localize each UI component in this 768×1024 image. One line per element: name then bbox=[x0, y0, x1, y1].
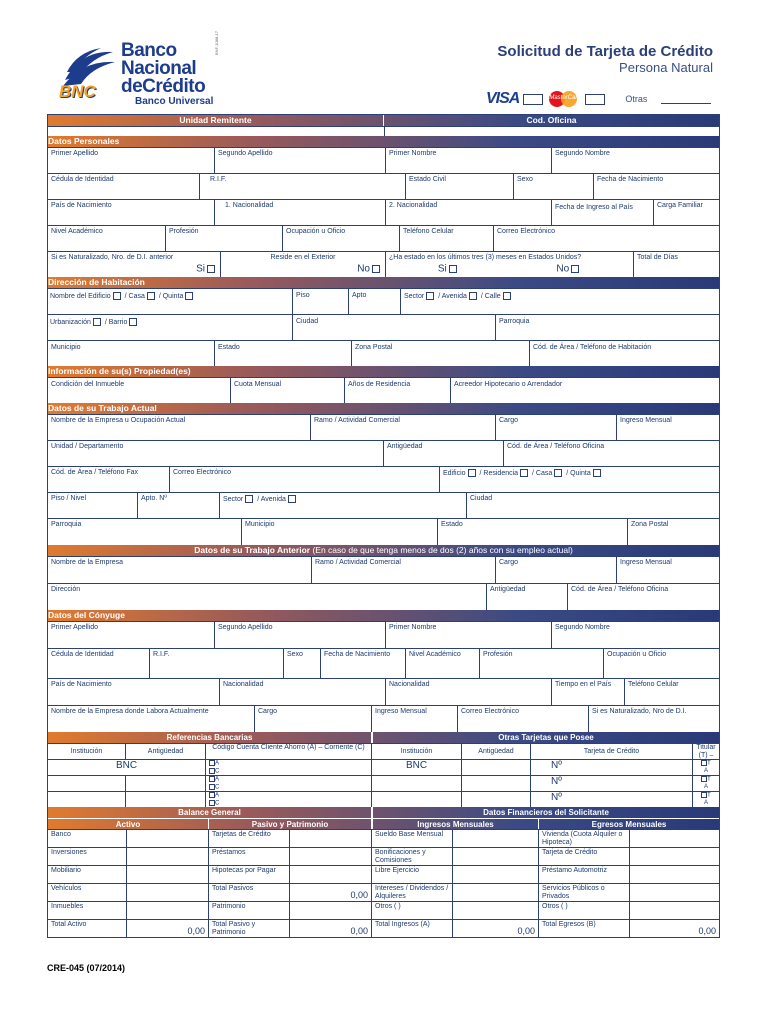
piso-field[interactable]: Piso bbox=[292, 289, 348, 314]
ramo-anterior-field[interactable]: Ramo / Actividad Comercial bbox=[311, 557, 495, 583]
edificio-field[interactable]: Nombre del Edificio / Casa / Quinta bbox=[48, 289, 292, 314]
card-type-selector bbox=[486, 90, 711, 108]
urbanizacion-checkbox[interactable] bbox=[93, 318, 101, 326]
otras-tarjeta-field[interactable]: Nº bbox=[530, 792, 692, 807]
ref-institucion-field[interactable] bbox=[48, 792, 125, 807]
ingreso-actual-field[interactable]: Ingreso Mensual bbox=[616, 415, 719, 440]
egreso-value-field[interactable] bbox=[629, 902, 719, 919]
otras-ta-option[interactable]: T A bbox=[692, 792, 719, 807]
otras-field[interactable] bbox=[661, 94, 711, 104]
anos-residencia-field[interactable]: Años de Residencia bbox=[344, 378, 450, 403]
trabajo-row-4 bbox=[48, 492, 719, 518]
bank-logo bbox=[55, 42, 225, 108]
pasivo-value-field[interactable] bbox=[289, 848, 371, 865]
trabajo-row-2 bbox=[48, 440, 719, 466]
ingreso-label: Bonificaciones y Comisiones bbox=[371, 848, 452, 865]
unidad-remitente-field[interactable] bbox=[48, 127, 384, 136]
referencias-header-row bbox=[48, 743, 719, 759]
referencia-row bbox=[48, 791, 719, 807]
otras-tarjeta-field[interactable]: Nº bbox=[530, 760, 692, 775]
reside-exterior-field bbox=[220, 252, 385, 277]
conyuge-sexo-field[interactable]: Sexo bbox=[283, 649, 320, 678]
section-balance: Balance General Datos Financieros del Solicitante bbox=[48, 807, 719, 818]
activo-value-field[interactable] bbox=[126, 830, 208, 847]
conyuge-celular-field[interactable]: Teléfono Celular bbox=[624, 679, 719, 705]
estados-unidos-label: ¿Ha estado en los últimos tres (3) meses en Estados Unidos? bbox=[389, 254, 582, 261]
ingreso-label: Libre Ejercicio bbox=[371, 866, 452, 883]
edificio-trabajo-field[interactable]: Edificio / Residencia / Casa / Quinta bbox=[439, 467, 719, 492]
activo-value-field[interactable] bbox=[126, 884, 208, 901]
habitacion-row-3 bbox=[48, 340, 719, 366]
section-unidad: Unidad Remitente Cod. Oficina bbox=[48, 115, 719, 126]
casa-checkbox[interactable] bbox=[147, 292, 155, 300]
trabajo-row-3 bbox=[48, 466, 719, 492]
zona-postal-trabajo-field[interactable]: Zona Postal bbox=[627, 519, 719, 545]
rif-field[interactable]: R.I.F. bbox=[199, 174, 405, 199]
ingreso-value-field[interactable] bbox=[452, 830, 538, 847]
personales-row-2 bbox=[48, 173, 719, 199]
activo-label: Inversiones bbox=[51, 849, 87, 856]
parroquia-trabajo-field[interactable]: Parroquia bbox=[51, 521, 82, 528]
telefono-fax-field[interactable]: Cód. de Área / Teléfono Fax bbox=[51, 469, 139, 476]
ciudad-trabajo-field[interactable]: Ciudad bbox=[466, 493, 719, 518]
estados-unidos-options bbox=[389, 265, 630, 274]
section-conyuge: Datos del Cónyuge bbox=[48, 610, 719, 621]
exterior-si-option[interactable]: Si bbox=[51, 265, 217, 274]
municipio-trabajo-field[interactable]: Municipio bbox=[241, 519, 437, 545]
sexo-field[interactable]: Sexo bbox=[513, 174, 593, 199]
total-dias-field[interactable]: Total de Días bbox=[633, 252, 719, 277]
conyuge-rif-field[interactable]: R.I.F. bbox=[149, 649, 283, 678]
section-personales: Datos Personales bbox=[48, 136, 719, 147]
section-referencias: Referencias Bancarias Otras Tarjetas que Posee bbox=[48, 732, 719, 743]
egreso-label: Vivienda (Cuota Alquiler o Hipoteca) bbox=[538, 830, 629, 847]
pasivo-value-field[interactable] bbox=[289, 902, 371, 919]
otras-titular-header: Titular (T) – bbox=[692, 744, 719, 759]
otras-label: Otras bbox=[625, 94, 648, 104]
referencia-row bbox=[48, 775, 719, 791]
section-trabajo-anterior: Datos de su Trabajo Anterior (En caso de que tenga menos de dos (2) años con su empleo actual) bbox=[48, 545, 719, 556]
naturalizado-label: Si es Naturalizado, Nro. de D.I. anterior bbox=[51, 254, 174, 261]
exterior-no-option[interactable]: No bbox=[224, 265, 382, 274]
quinta-checkbox[interactable] bbox=[185, 292, 193, 300]
section-habitacion: Dirección de Habitación bbox=[48, 277, 719, 288]
egreso-value-field[interactable] bbox=[629, 830, 719, 847]
conyuge-primer-apellido-field[interactable]: Primer Apellido bbox=[51, 624, 99, 631]
pasivo-label: Total Pasivos bbox=[208, 884, 289, 901]
egreso-value-field[interactable] bbox=[629, 866, 719, 883]
pasivo-value-field[interactable] bbox=[289, 866, 371, 883]
sector-checkbox[interactable] bbox=[426, 292, 434, 300]
residencia-checkbox[interactable] bbox=[520, 469, 528, 477]
barrio-checkbox[interactable] bbox=[129, 318, 137, 326]
apto-field[interactable]: Apto bbox=[348, 289, 400, 314]
conyuge-nacionalidad-2-field[interactable]: Nacionalidad bbox=[385, 679, 551, 705]
empresa-anterior-field[interactable]: Nombre de la Empresa bbox=[51, 559, 123, 566]
cuota-mensual-field[interactable]: Cuota Mensual bbox=[230, 378, 344, 403]
segundo-apellido-field[interactable]: Segundo Apellido bbox=[214, 148, 385, 173]
bank-tagline: Banco Universal bbox=[135, 96, 214, 107]
activo-label: Inmuebles bbox=[51, 903, 84, 910]
activo-label: Mobiliario bbox=[51, 867, 81, 874]
nivel-academico-field[interactable]: Nivel Académico bbox=[51, 228, 103, 235]
estados-unidos-field bbox=[385, 252, 633, 277]
habitacion-row-1 bbox=[48, 288, 719, 314]
referencia-row bbox=[48, 759, 719, 775]
avenida-checkbox[interactable] bbox=[469, 292, 477, 300]
cargo-anterior-field[interactable]: Cargo bbox=[495, 557, 616, 583]
quinta-trabajo-checkbox[interactable] bbox=[593, 469, 601, 477]
egreso-label: Otros ( ) bbox=[538, 902, 629, 919]
propiedades-row bbox=[48, 377, 719, 403]
exterior-no-checkbox[interactable] bbox=[372, 265, 380, 273]
otras-ta-option[interactable]: T A bbox=[692, 776, 719, 791]
nacionalidad-2-field[interactable]: 2. Nacionalidad bbox=[385, 200, 551, 225]
application-form bbox=[47, 114, 720, 938]
unidad-row bbox=[48, 126, 719, 136]
primer-nombre-field[interactable]: Primer Nombre bbox=[385, 148, 551, 173]
ingreso-value-field[interactable] bbox=[452, 884, 538, 901]
mastercard-checkbox[interactable] bbox=[585, 94, 605, 105]
conyuge-tiempo-pais-field[interactable]: Tiempo en el País bbox=[551, 679, 624, 705]
trabajo-row-5 bbox=[48, 518, 719, 545]
anterior-row-2 bbox=[48, 583, 719, 610]
bnc-wordmark: BNC bbox=[59, 82, 96, 101]
pasivo-value-field[interactable]: 0,00 bbox=[289, 920, 371, 937]
eeuu-si-option[interactable]: Si bbox=[438, 265, 459, 274]
visa-logo: VISA bbox=[486, 90, 520, 107]
primer-apellido-field[interactable]: Primer Apellido bbox=[51, 150, 99, 157]
otras-tarjeta-header: Tarjeta de Crédito bbox=[530, 744, 692, 759]
nacionalidad-1-field[interactable]: 1. Nacionalidad bbox=[214, 200, 385, 225]
conyuge-profesion-field[interactable]: Profesión bbox=[479, 649, 603, 678]
ref-antiguedad-field[interactable] bbox=[125, 792, 205, 807]
conyuge-row-1 bbox=[48, 621, 719, 648]
pasivo-value-field[interactable]: 0,00 bbox=[289, 884, 371, 901]
cedula-field[interactable]: Cédula de Identidad bbox=[51, 176, 114, 183]
estado-field[interactable]: Estado bbox=[214, 341, 351, 366]
segundo-nombre-field[interactable]: Segundo Nombre bbox=[551, 148, 719, 173]
empresa-actual-field[interactable]: Nombre de la Empresa u Ocupación Actual bbox=[51, 417, 186, 424]
activo-value-field[interactable]: 0,00 bbox=[126, 920, 208, 937]
balance-row bbox=[48, 829, 719, 847]
otras-bnc-label: BNC bbox=[371, 760, 461, 775]
estado-civil-field[interactable]: Estado Civil bbox=[405, 174, 513, 199]
sector-field[interactable]: Sector / Avenida / Calle bbox=[400, 289, 719, 314]
otras-antiguedad-field[interactable] bbox=[461, 776, 530, 791]
personales-row-3 bbox=[48, 199, 719, 225]
calle-checkbox[interactable] bbox=[503, 292, 511, 300]
personales-row-4 bbox=[48, 225, 719, 251]
egreso-value-field[interactable] bbox=[629, 848, 719, 865]
apto-trabajo-field[interactable]: Apto. Nº bbox=[137, 493, 219, 518]
fecha-ingreso-pais-field[interactable]: Fecha de Ingreso al País bbox=[551, 200, 653, 225]
naturalizado-field[interactable] bbox=[48, 252, 220, 277]
ramo-actual-field[interactable]: Ramo / Actividad Comercial bbox=[310, 415, 495, 440]
telefono-habitacion-field[interactable]: Cód. de Área / Teléfono de Habitación bbox=[529, 341, 719, 366]
eeuu-no-checkbox[interactable] bbox=[571, 265, 579, 273]
ingreso-label: Otros ( ) bbox=[371, 902, 452, 919]
ingreso-anterior-field[interactable]: Ingreso Mensual bbox=[616, 557, 719, 583]
cod-oficina-field[interactable] bbox=[384, 127, 719, 136]
personales-row-1 bbox=[48, 147, 719, 173]
activo-value-field[interactable] bbox=[126, 902, 208, 919]
edificio-checkbox[interactable] bbox=[113, 292, 121, 300]
zona-postal-field[interactable]: Zona Postal bbox=[351, 341, 529, 366]
telefono-oficina-field[interactable]: Cód. de Área / Teléfono Oficina bbox=[503, 441, 719, 466]
activo-label: Vehículos bbox=[51, 885, 82, 892]
conyuge-nacionalidad-1-field[interactable]: Nacionalidad bbox=[219, 679, 385, 705]
carga-familiar-field[interactable]: Carga Familiar bbox=[653, 200, 719, 225]
otras-antiguedad-field[interactable] bbox=[461, 760, 530, 775]
pasivo-label: Total Pasivo y Patrimonio bbox=[208, 920, 289, 937]
conyuge-segundo-apellido-field[interactable]: Segundo Apellido bbox=[214, 622, 385, 648]
ref-ac-option[interactable]: A C bbox=[205, 776, 371, 791]
sector-trabajo-field[interactable]: Sector / Avenida bbox=[219, 493, 466, 518]
conyuge-cargo-field[interactable]: Cargo bbox=[254, 706, 371, 732]
conyuge-empresa-field[interactable]: Nombre de la Empresa donde Labora Actualmente bbox=[51, 708, 209, 715]
mastercard-logo: MasterCard bbox=[547, 90, 581, 108]
telefono-celular-field[interactable]: Teléfono Celular bbox=[399, 226, 493, 251]
balance-subheader: Activo Pasivo y Patrimonio Ingresos Mensuales Egresos Mensuales bbox=[48, 818, 719, 829]
conyuge-fecha-nacimiento-field[interactable]: Fecha de Nacimiento bbox=[320, 649, 405, 678]
egreso-label: Tarjeta de Crédito bbox=[538, 848, 629, 865]
acreedor-field[interactable]: Acreedor Hipotecario o Arrendador bbox=[450, 378, 719, 403]
balance-row bbox=[48, 883, 719, 901]
conyuge-ocupacion-field[interactable]: Ocupación u Oficio bbox=[603, 649, 719, 678]
section-trabajo: Datos de su Trabajo Actual bbox=[48, 403, 719, 414]
otras-institucion-field[interactable] bbox=[371, 776, 461, 791]
egreso-value-field[interactable] bbox=[629, 884, 719, 901]
activo-value-field[interactable] bbox=[126, 848, 208, 865]
ingreso-value-field[interactable] bbox=[452, 848, 538, 865]
sector-trabajo-checkbox[interactable] bbox=[245, 495, 253, 503]
egreso-value-field[interactable]: 0,00 bbox=[629, 920, 719, 937]
profesion-field[interactable]: Profesión bbox=[165, 226, 282, 251]
exterior-si-checkbox[interactable] bbox=[207, 265, 215, 273]
balance-row bbox=[48, 901, 719, 919]
ref-institucion-header: Institución bbox=[70, 748, 103, 755]
ref-codigo-header: Código Cuenta Cliente Ahorro (A) – Corriente (C) bbox=[205, 744, 371, 759]
ingreso-value-field[interactable]: 0,00 bbox=[452, 920, 538, 937]
edificio-trabajo-checkbox[interactable] bbox=[468, 469, 476, 477]
otras-ta-option[interactable]: T A bbox=[692, 760, 719, 775]
avenida-trabajo-checkbox[interactable] bbox=[288, 495, 296, 503]
municipio-field[interactable]: Municipio bbox=[51, 344, 81, 351]
habitacion-row-2 bbox=[48, 314, 719, 340]
fecha-nacimiento-field[interactable]: Fecha de Nacimiento bbox=[593, 174, 719, 199]
pasivo-label: Tarjetas de Crédito bbox=[208, 830, 289, 847]
page-subtitle: Persona Natural bbox=[619, 60, 713, 75]
correo-trabajo-field[interactable]: Correo Electrónico bbox=[169, 467, 439, 492]
parroquia-field[interactable]: Parroquia bbox=[495, 315, 719, 340]
pasivo-label: Préstamos bbox=[208, 848, 289, 865]
pasivo-label: Patrimonio bbox=[208, 902, 289, 919]
ref-ac-option[interactable]: A C bbox=[205, 760, 371, 775]
ocupacion-field[interactable]: Ocupación u Oficio bbox=[282, 226, 399, 251]
eeuu-no-option[interactable]: No bbox=[556, 265, 581, 274]
ref-bnc-label: BNC bbox=[115, 760, 138, 771]
page-title: Solicitud de Tarjeta de Crédito bbox=[497, 43, 713, 60]
form-code-vertical: BNF-1088-17 bbox=[214, 30, 219, 55]
conyuge-correo-field[interactable]: Correo Electrónico bbox=[457, 706, 588, 732]
trabajo-row-1 bbox=[48, 414, 719, 440]
activo-label: Banco bbox=[51, 831, 71, 838]
balance-rows bbox=[48, 829, 719, 937]
balance-row bbox=[48, 865, 719, 883]
cargo-actual-field[interactable]: Cargo bbox=[495, 415, 616, 440]
pais-nacimiento-field[interactable]: País de Nacimiento bbox=[51, 202, 112, 209]
ingreso-label: Sueldo Base Mensual bbox=[371, 830, 452, 847]
conyuge-row-4 bbox=[48, 705, 719, 732]
urbanizacion-field[interactable]: Urbanización / Barrio bbox=[48, 315, 292, 340]
visa-checkbox[interactable] bbox=[523, 94, 543, 105]
estado-trabajo-field[interactable]: Estado bbox=[437, 519, 627, 545]
conyuge-naturalizado-field[interactable]: Si es Naturalizado, Nro de D.I. bbox=[588, 706, 719, 732]
conyuge-row-3 bbox=[48, 678, 719, 705]
section-propiedades: Información de su(s) Propiedad(es) bbox=[48, 366, 719, 377]
activo-value-field[interactable] bbox=[126, 866, 208, 883]
balance-row bbox=[48, 847, 719, 865]
conyuge-primer-nombre-field[interactable]: Primer Nombre bbox=[385, 622, 551, 648]
otras-institucion-field[interactable] bbox=[371, 792, 461, 807]
casa-trabajo-checkbox[interactable] bbox=[554, 469, 562, 477]
ingreso-value-field[interactable] bbox=[452, 902, 538, 919]
form-code: CRE-045 (07/2014) bbox=[47, 963, 126, 973]
piso-trabajo-field[interactable]: Piso / Nivel bbox=[51, 495, 87, 502]
condicion-inmueble-field[interactable]: Condición del Inmueble bbox=[51, 381, 125, 388]
balance-row bbox=[48, 919, 719, 937]
otras-antiguedad-header: Antigüedad bbox=[461, 744, 530, 759]
otras-tarjeta-field[interactable]: Nº bbox=[530, 776, 692, 791]
direccion-anterior-field[interactable]: Dirección bbox=[51, 586, 81, 593]
anterior-row-1 bbox=[48, 556, 719, 583]
eeuu-si-checkbox[interactable] bbox=[449, 265, 457, 273]
antiguedad-anterior-field[interactable]: Antigüedad bbox=[486, 584, 567, 610]
telefono-anterior-field[interactable]: Cód. de Área / Teléfono Oficina bbox=[567, 584, 719, 610]
conyuge-ingreso-field[interactable]: Ingreso Mensual bbox=[371, 706, 457, 732]
ref-institucion-field[interactable] bbox=[48, 776, 125, 791]
ingreso-value-field[interactable] bbox=[452, 866, 538, 883]
antiguedad-actual-field[interactable]: Antigüedad bbox=[383, 441, 503, 466]
ingreso-label: Total Ingresos (A) bbox=[371, 920, 452, 937]
conyuge-pais-field[interactable]: País de Nacimiento bbox=[51, 681, 112, 688]
ref-antiguedad-field[interactable] bbox=[125, 776, 205, 791]
conyuge-cedula-field[interactable]: Cédula de Identidad bbox=[51, 651, 114, 658]
otras-antiguedad-field[interactable] bbox=[461, 792, 530, 807]
conyuge-nivel-academico-field[interactable]: Nivel Académico bbox=[405, 649, 479, 678]
conyuge-row-2 bbox=[48, 648, 719, 678]
otras-institucion-header: Institución bbox=[371, 744, 461, 759]
activo-label: Total Activo bbox=[51, 921, 87, 928]
egreso-label: Servicios Públicos o Privados bbox=[538, 884, 629, 901]
egreso-label: Préstamo Automotriz bbox=[538, 866, 629, 883]
egreso-label: Total Egresos (B) bbox=[538, 920, 629, 937]
personales-row-5 bbox=[48, 251, 719, 277]
bank-name: Banco Nacional deCrédito bbox=[121, 40, 206, 97]
ciudad-field[interactable]: Ciudad bbox=[292, 315, 495, 340]
ref-ac-option[interactable]: A C bbox=[205, 792, 371, 807]
correo-field[interactable]: Correo Electrónico bbox=[493, 226, 719, 251]
pasivo-value-field[interactable] bbox=[289, 830, 371, 847]
ingreso-label: Intereses / Dividendos / Alquileres bbox=[371, 884, 452, 901]
ref-antiguedad-header: Antigüedad bbox=[125, 744, 205, 759]
conyuge-segundo-nombre-field[interactable]: Segundo Nombre bbox=[551, 622, 719, 648]
reside-exterior-label: Reside en el Exterior bbox=[270, 254, 336, 261]
departamento-field[interactable]: Unidad / Departamento bbox=[51, 443, 124, 450]
pasivo-label: Hipotecas por Pagar bbox=[208, 866, 289, 883]
